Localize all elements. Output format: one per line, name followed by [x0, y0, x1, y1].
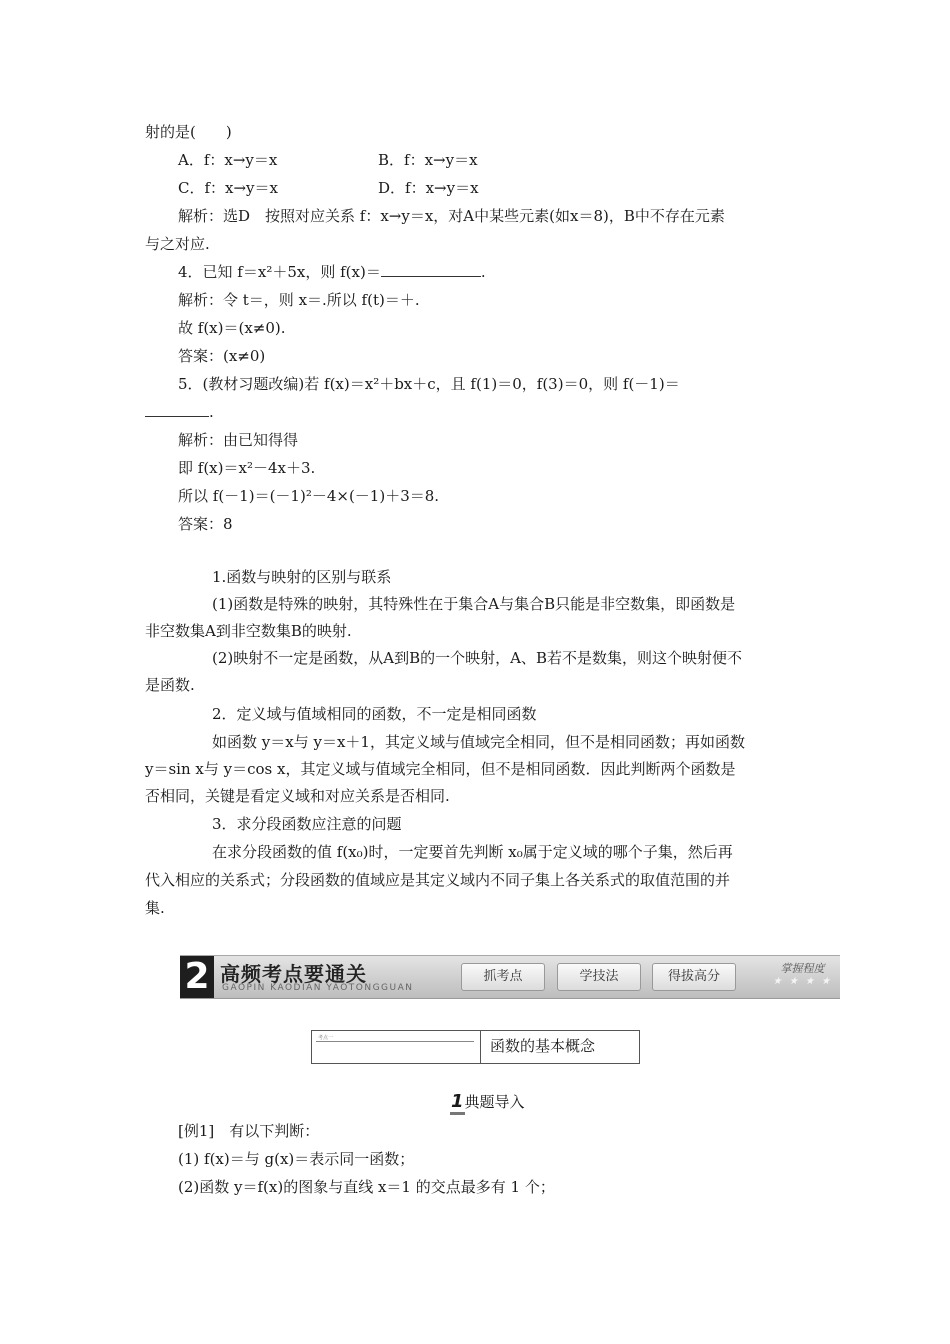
- banner-number: 2: [180, 956, 214, 998]
- note1-p1-line1: (1)函数是特殊的映射，其特殊性在于集合A与集合B只能是非空数集，即函数是: [212, 595, 736, 613]
- q4-stem-text: 4．已知 f＝x²＋5x，则 f(x)＝: [178, 263, 381, 281]
- q5-stem-end: .: [209, 403, 214, 421]
- note1-p2-line2: 是函数.: [145, 676, 195, 694]
- topic-rule: [316, 1041, 474, 1042]
- section-title: 典题导入: [464, 1093, 525, 1111]
- note2-title: 2．定义域与值域相同的函数，不一定是相同函数: [212, 705, 537, 723]
- note1-title: 1.函数与映射的区别与联系: [212, 568, 392, 586]
- banner-button-grasp-points[interactable]: 抓考点: [461, 963, 545, 991]
- q3-option-d: D．f：x→y＝x: [378, 179, 479, 197]
- note3-title: 3．求分段函数应注意的问题: [212, 815, 402, 833]
- q3-option-c: C．f：x→y＝x: [178, 179, 278, 197]
- section-number: 1: [450, 1091, 465, 1115]
- q4-answer-blank: [381, 262, 481, 277]
- banner-button-high-score[interactable]: 得拔高分: [652, 963, 736, 991]
- q5-stem: 5．(教材习题改编)若 f(x)＝x²＋bx＋c，且 f(1)＝0，f(3)＝0，则 f(－1)＝: [178, 375, 680, 393]
- mastery-stars-icon: ★ ★ ★ ★: [772, 976, 833, 987]
- note3-line2: 代入相应的关系式；分段函数的值域应是其定义域内不同子集上各关系式的取值范围的并: [145, 871, 731, 889]
- section-banner: [180, 955, 840, 999]
- topic-box: [311, 1030, 640, 1064]
- note2-line3: 否相同，关键是看定义域和对应关系是否相同.: [145, 787, 450, 805]
- q5-stem-cont: [145, 401, 214, 423]
- note3-line3: 集.: [145, 899, 165, 917]
- q5-analysis-line2: 即 f(x)＝x²－4x＋3.: [178, 459, 316, 477]
- note1-p1-line2: 非空数集A到非空数集B的映射.: [145, 622, 352, 640]
- mastery-label: 掌握程度: [780, 962, 825, 975]
- topic-label-cell: [312, 1031, 481, 1063]
- q3-option-b: B．f：x→y＝x: [378, 151, 478, 169]
- q5-answer-blank: [145, 402, 209, 417]
- section-heading: [450, 1091, 525, 1113]
- q4-analysis-line2: 故 f(x)＝(x≠0).: [178, 319, 286, 337]
- banner-button-learn-skills[interactable]: 学技法: [557, 963, 641, 991]
- q5-answer: 答案：8: [178, 515, 233, 533]
- banner-pinyin: GAOPIN KAODIAN YAOTONGGUAN: [222, 983, 414, 993]
- note2-line2: y＝sin x与 y＝cos x，其定义域与值域完全相同，但不是相同函数．因此判断两个函数是: [145, 760, 736, 778]
- q4-stem-end: .: [480, 263, 486, 281]
- note3-line1: 在求分段函数的值 f(x₀)时，一定要首先判断 x₀属于定义域的哪个子集，然后再: [212, 843, 733, 861]
- banner-title: 高频考点要通关: [220, 962, 367, 986]
- example-line1: [例1] 有以下判断：: [178, 1122, 320, 1140]
- q3-analysis-line2: 与之对应.: [145, 235, 210, 253]
- q5-analysis-line1: 解析：由已知得得: [178, 431, 299, 449]
- note1-p2-line1: (2)映射不一定是函数，从A到B的一个映射，A、B若不是数集，则这个映射便不: [212, 649, 742, 667]
- topic-title: 函数的基本概念: [490, 1037, 596, 1055]
- example-line2: (1) f(x)＝与 g(x)＝表示同一函数；: [178, 1150, 415, 1168]
- q4-stem: [178, 261, 486, 283]
- q3-option-a: A．f：x→y＝x: [178, 151, 278, 169]
- topic-tiny-label: 考点一: [318, 1035, 334, 1041]
- q4-analysis-line1: 解析：令 t＝，则 x＝.所以 f(t)＝＋.: [178, 291, 420, 309]
- example-line3: (2)函数 y＝f(x)的图象与直线 x＝1 的交点最多有 1 个；: [178, 1178, 555, 1196]
- note2-line1: 如函数 y＝x与 y＝x＋1，其定义域与值域完全相同，但不是相同函数；再如函数: [212, 733, 745, 751]
- q3-analysis-line1: 解析：选D 按照对应关系 f：x→y＝x，对A中某些元素(如x＝8)，B中不存在元素: [178, 207, 725, 225]
- q4-answer: 答案：(x≠0): [178, 347, 266, 365]
- mastery-level: [765, 956, 840, 998]
- q3-stem-tail: 射的是( ): [145, 123, 232, 141]
- q5-analysis-line3: 所以 f(－1)＝(－1)²－4×(－1)＋3＝8.: [178, 487, 440, 505]
